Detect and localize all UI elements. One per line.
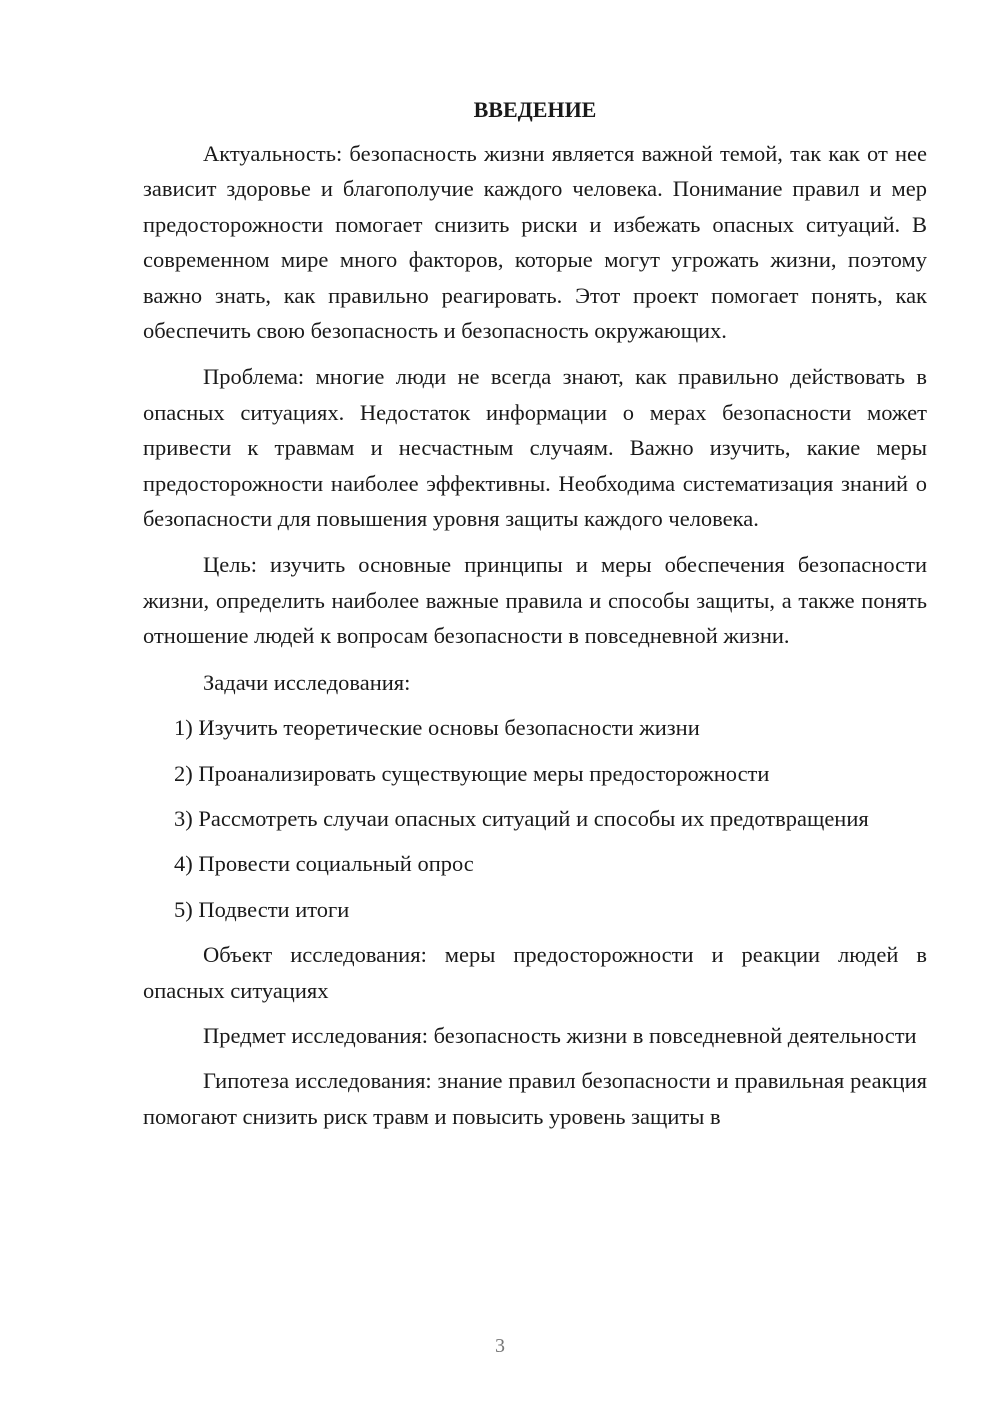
page-number: 3: [495, 1335, 505, 1357]
hypothesis-paragraph: Гипотеза исследования: знание правил безопасности и правильная реакция помогают снизить риск травм и повысить уровень защиты в: [143, 1068, 927, 1129]
task-item-2: 2) Проанализировать существующие меры предосторожности: [174, 760, 770, 786]
problem-paragraph: Проблема: многие люди не всегда знают, как правильно действовать в опасных ситуациях. Недостаток информации о мерах безопасности может привести к травмам и несчастным случаям. Важно изучить, какие меры предосторожности наиболее эффективны. Необходима систематизация знаний о безопасности для повышения уровня защиты каждого человека.: [143, 364, 927, 532]
page-title: ВВЕДЕНИЕ: [473, 97, 597, 122]
tasks-heading: Задачи исследования:: [203, 669, 411, 695]
page-content: [143, 95, 927, 1134]
task-item-3: 3) Рассмотреть случаи опасных ситуаций и способы их предотвращения: [174, 805, 869, 831]
subject-paragraph: Предмет исследования: безопасность жизни в повседневной деятельности: [203, 1022, 917, 1048]
task-item-1: 1) Изучить теоретические основы безопасности жизни: [174, 715, 700, 741]
task-item-5: 5) Подвести итоги: [174, 896, 350, 922]
relevance-paragraph: Актуальность: безопасность жизни является важной темой, так как от нее зависит здоровье и благополучие каждого человека. Понимание правил и мер предосторожности помогает снизить риски и избежать опасных ситуаций. В современном мире много факторов, которые могут угрожать жизни, поэтому важно знать, как правильно реагировать. Этот проект помогает понять, как обеспечить свою безопасность и безопасность окружающих.: [143, 141, 927, 344]
goal-paragraph: Цель: изучить основные принципы и меры обеспечения безопасности жизни, определить наиболее важные правила и способы защиты, а также понять отношение людей к вопросам безопасности в повседневной жизни.: [143, 552, 927, 649]
task-item-4: 4) Провести социальный опрос: [174, 851, 474, 877]
object-paragraph: Объект исследования: меры предосторожности и реакции людей в опасных ситуациях: [143, 942, 927, 1003]
